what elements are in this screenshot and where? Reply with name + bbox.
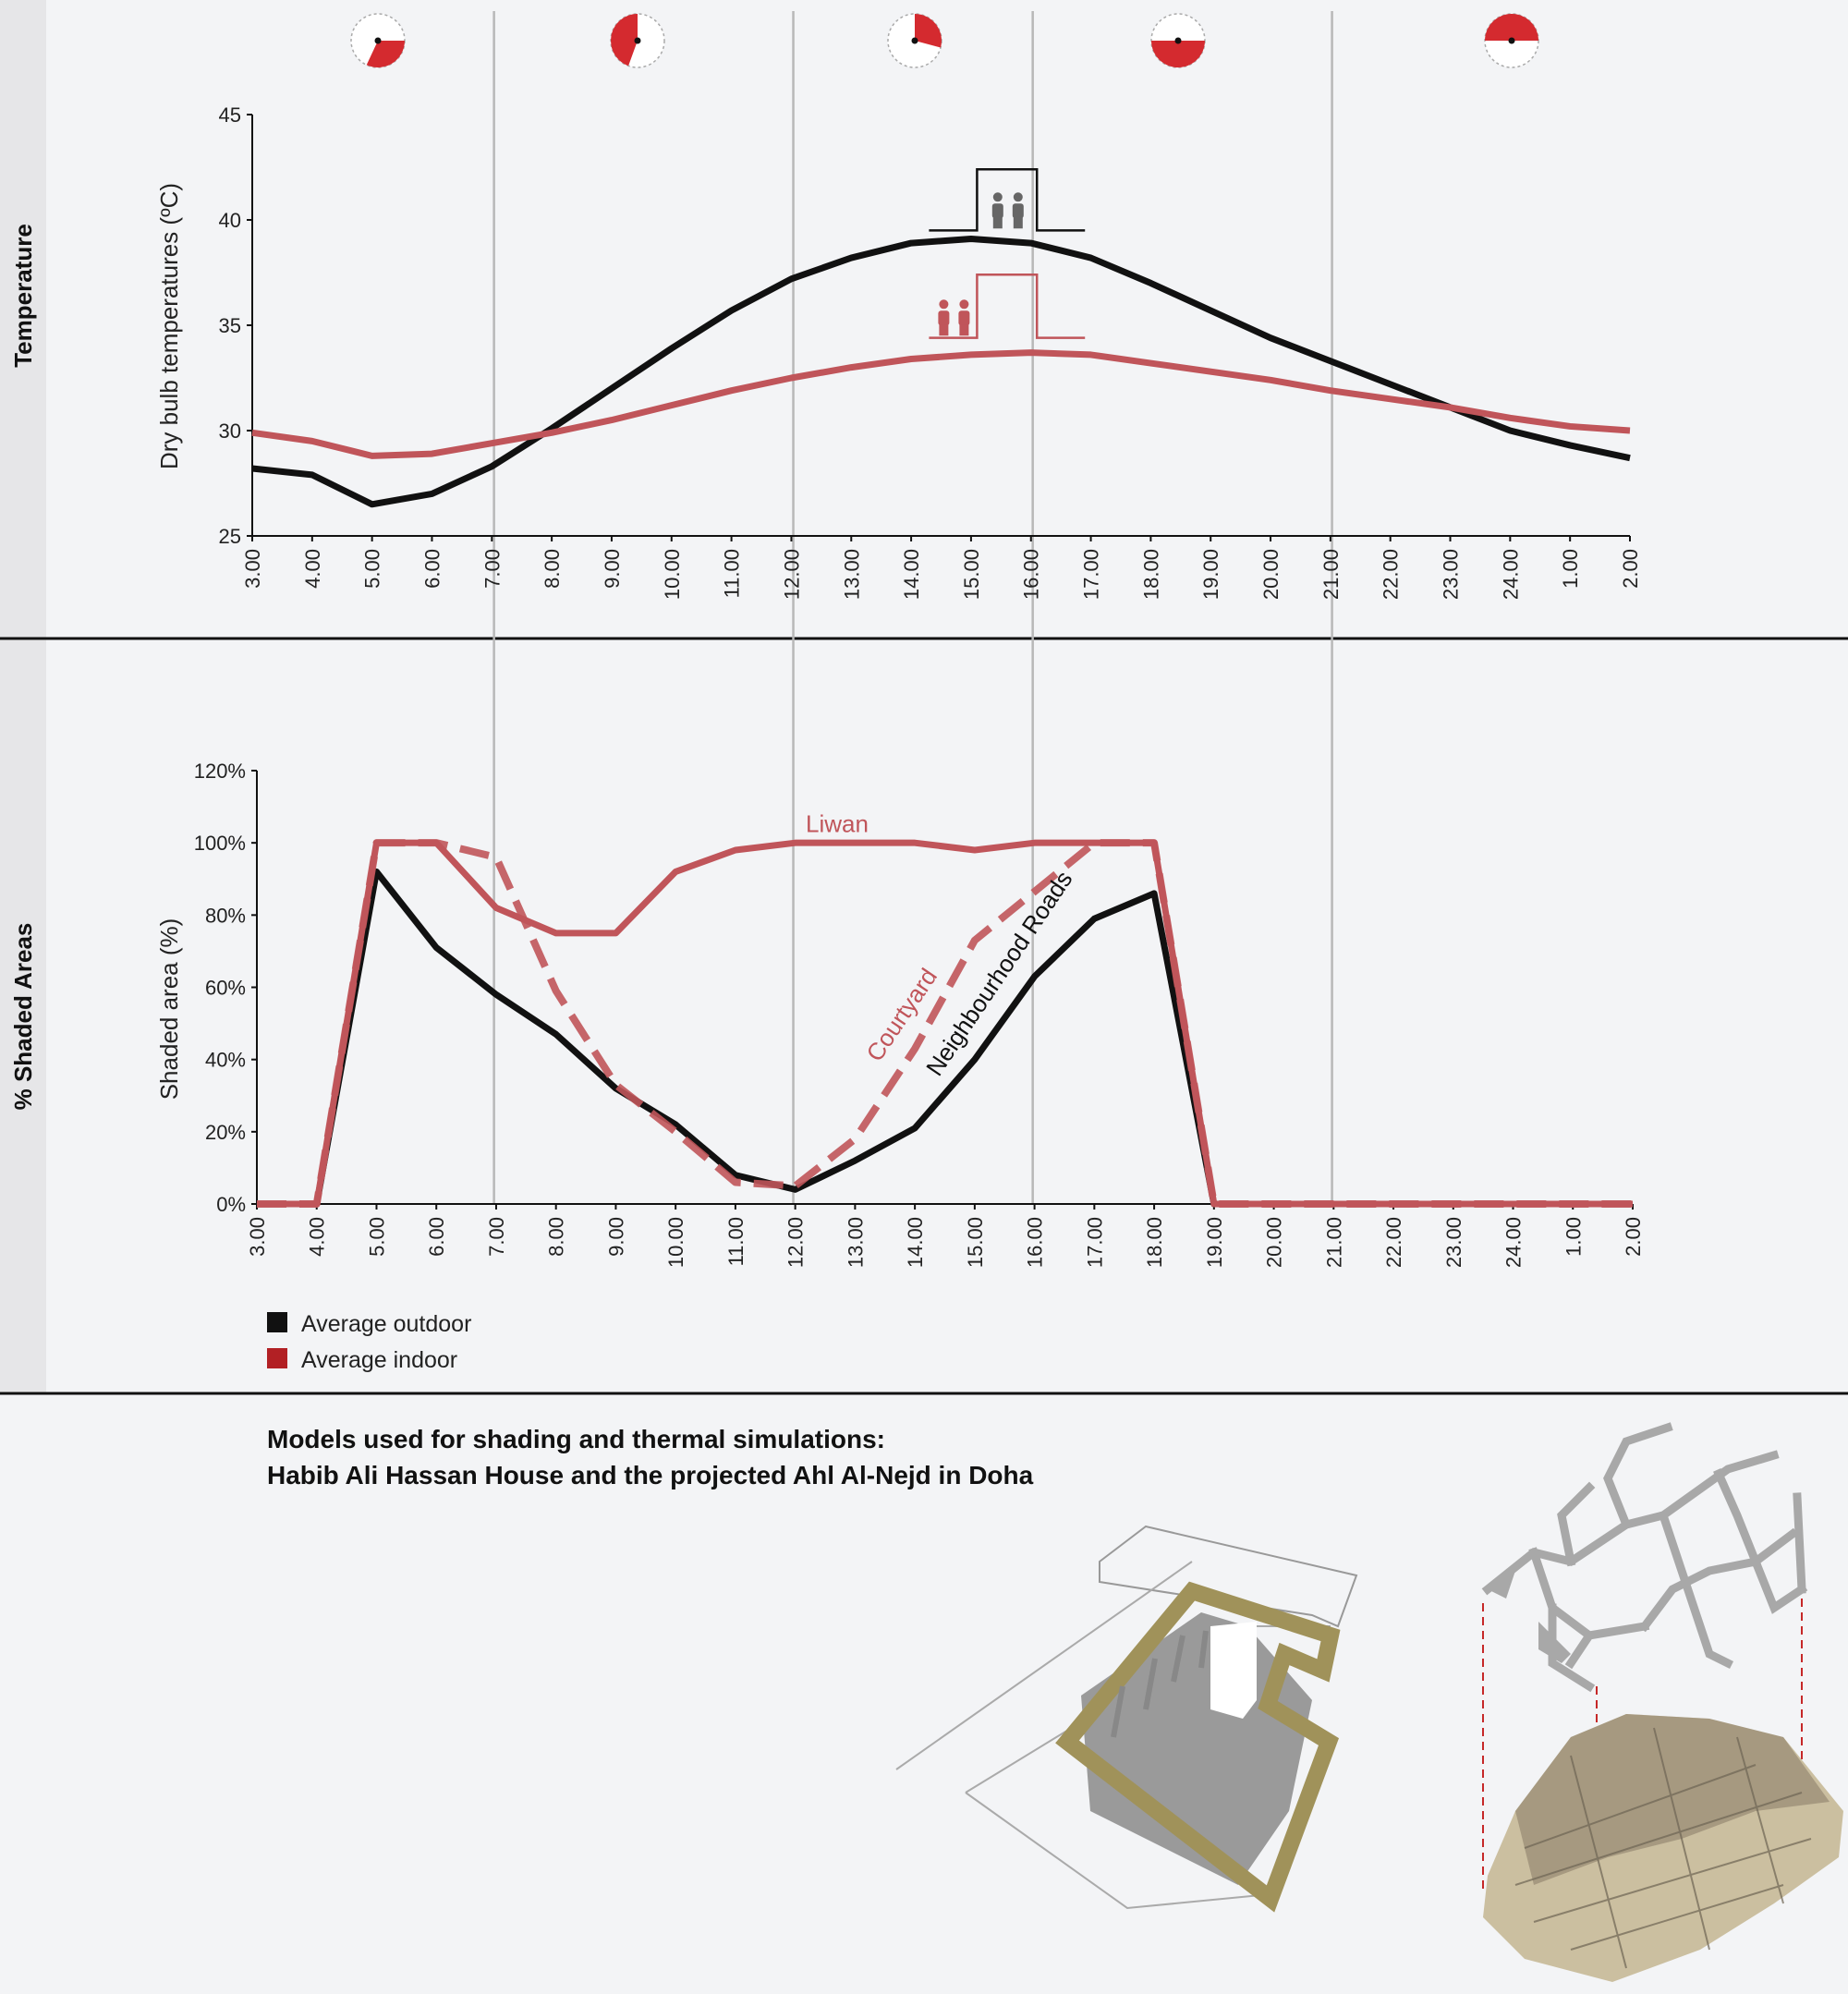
x-tick-label: 5.00 [360,549,384,589]
x-tick-label: 12.00 [784,1217,808,1269]
occupancy-bracket-outdoor [929,169,1085,230]
x-tick-label: 8.00 [541,549,565,589]
x-tick-label: 19.00 [1199,549,1223,601]
people-icon [992,192,1024,228]
sun-dials [351,14,1538,67]
house-model-drawing [896,1526,1356,1908]
hour-marker-lines [494,11,1332,1204]
x-tick-label: 4.00 [305,1217,329,1257]
people-icon [938,299,969,335]
shaded-area-chart [155,760,1645,1268]
temperature-chart [155,103,1642,600]
sun-dial-icon [888,14,942,67]
x-tick-label: 22.00 [1382,1217,1406,1269]
x-tick-label: 9.00 [600,549,624,589]
x-tick-label: 8.00 [544,1217,568,1257]
x-tick-label: 24.00 [1502,1217,1526,1269]
legend [267,1311,471,1373]
series-line-indoor [252,353,1630,456]
x-tick-label: 9.00 [604,1217,628,1257]
series-label-neighbourhood-roads: Neighbourhood Roads [920,866,1078,1081]
y-tick-label: 45 [218,103,241,127]
y-tick-label: 40 [218,209,241,232]
section-label-shaded: % Shaded Areas [9,922,37,1111]
y-tick-label: 0% [216,1193,246,1216]
x-tick-label: 12.00 [780,549,804,601]
light-patch [1210,1622,1257,1719]
road-network [1488,1428,1802,1686]
x-tick-label: 23.00 [1439,549,1463,601]
y-tick-label: 60% [204,976,246,1000]
y-axis-title: Dry bulb temperatures (ºC) [155,182,183,470]
x-tick-label: 18.00 [1139,549,1163,601]
x-tick-label: 2.00 [1622,1217,1645,1257]
x-tick-label: 19.00 [1202,1217,1226,1269]
x-tick-label: 14.00 [904,1217,928,1269]
x-tick-label: 22.00 [1379,549,1403,601]
occupancy-bracket-indoor [929,274,1085,337]
legend-swatch-indoor [267,1348,287,1368]
x-tick-label: 6.00 [420,549,444,589]
sun-dial-icon [1151,14,1205,67]
caption-line-2: Habib Ali Hassan House and the projected Ahl Al-Nejd in Doha [267,1461,1034,1489]
section-label-temperature: Temperature [9,224,37,368]
x-tick-label: 13.00 [844,1217,868,1269]
y-tick-label: 30 [218,419,241,443]
series-label-courtyard: Courtyard [860,963,943,1066]
x-tick-label: 5.00 [365,1217,389,1257]
x-tick-label: 21.00 [1319,549,1343,601]
x-tick-label: 24.00 [1499,549,1523,601]
x-tick-label: 10.00 [664,1217,688,1269]
x-tick-label: 17.00 [1079,549,1103,601]
x-tick-label: 2.00 [1619,549,1642,589]
y-tick-label: 40% [204,1048,246,1072]
y-tick-label: 100% [193,832,246,856]
neighbourhood-model-drawing [1483,1428,1843,1982]
x-tick-label: 21.00 [1322,1217,1346,1269]
x-tick-label: 16.00 [1019,549,1043,601]
legend-label-indoor: Average indoor [301,1347,458,1373]
x-tick-label: 3.00 [241,549,264,589]
x-tick-label: 16.00 [1023,1217,1047,1269]
x-tick-label: 11.00 [723,1217,748,1267]
x-tick-label: 4.00 [300,549,324,589]
x-tick-label: 7.00 [480,549,505,589]
series-line-outdoor [252,239,1630,505]
legend-swatch-outdoor [267,1312,287,1332]
y-tick-label: 80% [204,904,246,928]
x-tick-label: 18.00 [1143,1217,1167,1269]
x-tick-label: 17.00 [1083,1217,1107,1269]
legend-label-outdoor: Average outdoor [301,1311,472,1337]
y-tick-label: 35 [218,314,241,337]
x-tick-label: 11.00 [720,549,744,599]
x-tick-label: 20.00 [1259,549,1283,601]
x-tick-label: 10.00 [660,549,684,601]
x-tick-label: 6.00 [425,1217,449,1257]
x-tick-label: 7.00 [484,1217,508,1257]
y-tick-label: 25 [218,525,241,548]
y-tick-label: 20% [204,1120,246,1144]
sun-dial-icon [611,14,664,67]
x-tick-label: 1.00 [1562,1217,1586,1257]
series-line-courtyard [257,843,1633,1204]
x-tick-label: 1.00 [1559,549,1583,589]
x-tick-label: 14.00 [900,549,924,601]
y-axis-title: Shaded area (%) [155,918,183,1100]
x-tick-label: 15.00 [963,1217,987,1269]
x-tick-label: 3.00 [246,1217,269,1257]
x-tick-label: 23.00 [1441,1217,1465,1269]
sun-dial-icon [351,14,405,67]
series-label-liwan: Liwan [806,809,869,838]
y-tick-label: 120% [193,760,246,783]
x-tick-label: 20.00 [1262,1217,1286,1269]
x-tick-label: 13.00 [840,549,864,601]
caption-line-1: Models used for shading and thermal simulations: [267,1425,885,1453]
series-line-liwan [257,843,1633,1204]
x-tick-label: 15.00 [959,549,983,601]
sun-dial-icon [1485,14,1538,67]
